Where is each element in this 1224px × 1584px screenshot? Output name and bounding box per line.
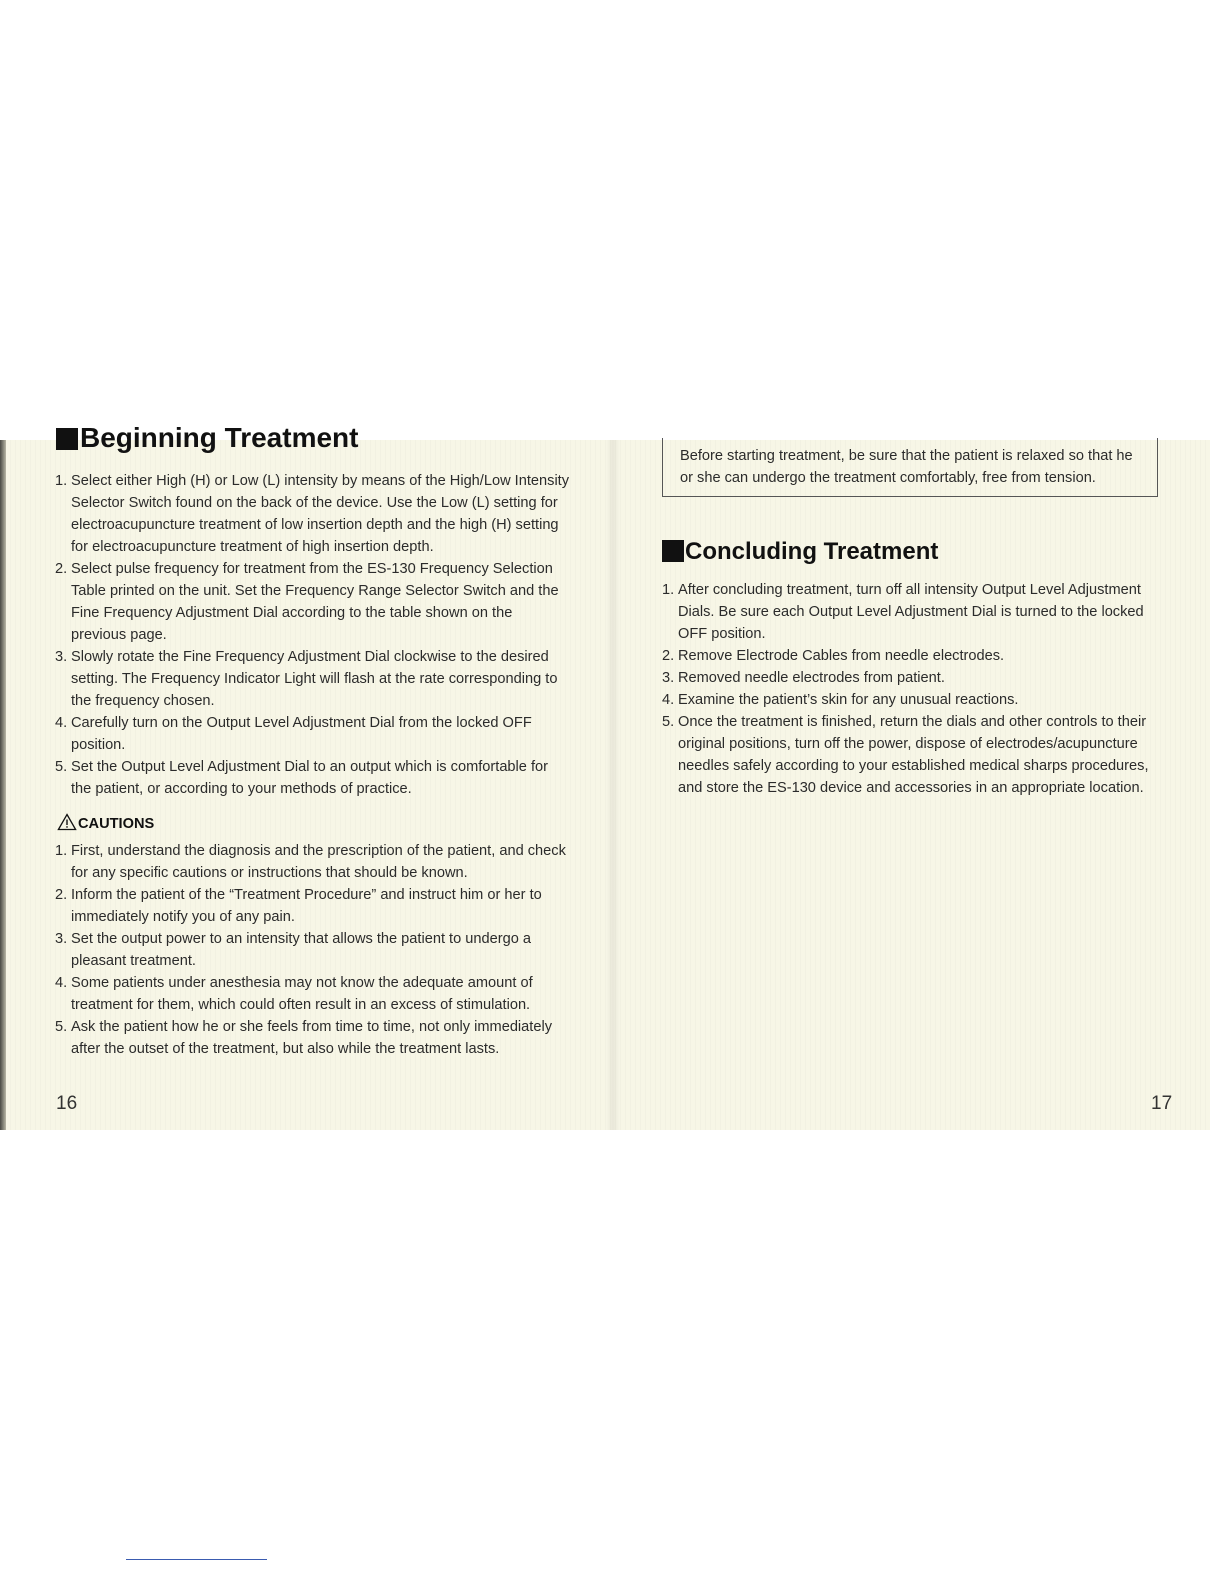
warning-triangle-icon bbox=[57, 813, 77, 831]
note-box: Before starting treatment, be sure that the patient is relaxed so that he or she can undergo the treatment comfortably, free from tension. bbox=[662, 438, 1158, 497]
item-text: Set the Output Level Adjustment Dial to an output which is comfortable for the patient, or according to your methods of practice. bbox=[71, 759, 548, 797]
item-text: Slowly rotate the Fine Frequency Adjustment Dial clockwise to the desired setting. The Frequency Indicator Light will flash at the rate corresponding to the frequency chosen. bbox=[71, 649, 558, 709]
item-number: 3. bbox=[55, 649, 68, 665]
item-number: 1. bbox=[55, 843, 68, 859]
item-number: 1. bbox=[55, 473, 68, 489]
page-number: 16 bbox=[56, 1093, 78, 1114]
item-number: 5. bbox=[55, 759, 68, 775]
item-number: 4. bbox=[662, 692, 675, 708]
cautions-heading bbox=[57, 813, 154, 835]
list-item bbox=[55, 756, 570, 800]
divider-line bbox=[126, 1559, 267, 1560]
list-item bbox=[662, 667, 1162, 689]
item-text: Examine the patient’s skin for any unusual reactions. bbox=[678, 692, 1019, 708]
list-item bbox=[662, 711, 1162, 799]
item-text: Remove Electrode Cables from needle electrodes. bbox=[678, 648, 1005, 664]
item-text: First, understand the diagnosis and the prescription of the patient, and check for any specific cautions or instructions that should be known. bbox=[71, 843, 566, 881]
item-text: Once the treatment is finished, return the dials and other controls to their original positions, turn off the power, dispose of electrodes/acupuncture needles safely according to your established medical sharps procedures, and store the ES-130 device and accessories in an appropriate location. bbox=[678, 714, 1149, 796]
section-heading-beginning bbox=[56, 422, 358, 454]
cautions-list bbox=[55, 840, 570, 1060]
list-item bbox=[55, 928, 570, 972]
list-item bbox=[662, 645, 1162, 667]
heading-square-icon bbox=[56, 428, 78, 450]
item-number: 2. bbox=[662, 648, 675, 664]
item-number: 2. bbox=[55, 561, 68, 577]
item-text: Set the output power to an intensity that allows the patient to undergo a pleasant treatment. bbox=[71, 931, 532, 969]
item-number: 2. bbox=[55, 887, 68, 903]
list-item bbox=[662, 579, 1162, 645]
item-text: Select either High (H) or Low (L) intensity by means of the High/Low Intensity Selector Switch found on the back of the device. Use the Low (L) setting for electroacupuncture treatment of low insertion depth and the high (H) setting for electroacupuncture treatment of high insertion depth. bbox=[71, 473, 570, 555]
item-number: 3. bbox=[662, 670, 675, 686]
item-text: Ask the patient how he or she feels from time to time, not only immediately after the outset of the treatment, but also while the treatment lasts. bbox=[71, 1019, 553, 1057]
beginning-steps-list bbox=[55, 470, 570, 800]
list-item bbox=[55, 1016, 570, 1060]
section-heading-text: Beginning Treatment bbox=[80, 422, 359, 453]
manual-spread bbox=[0, 422, 1210, 1130]
item-text: Inform the patient of the “Treatment Procedure” and instruct him or her to immediately notify you of any pain. bbox=[71, 887, 542, 925]
item-text: After concluding treatment, turn off all intensity Output Level Adjustment Dials. Be sure each Output Level Adjustment Dial is turned to the locked OFF position. bbox=[678, 582, 1144, 642]
list-item bbox=[55, 972, 570, 1016]
list-item bbox=[55, 712, 570, 756]
page-number: 17 bbox=[1151, 1093, 1173, 1114]
list-item bbox=[55, 558, 570, 646]
item-text: Carefully turn on the Output Level Adjustment Dial from the locked OFF position. bbox=[71, 715, 532, 753]
item-text: Removed needle electrodes from patient. bbox=[678, 670, 945, 686]
list-item bbox=[55, 884, 570, 928]
heading-square-icon bbox=[662, 540, 684, 562]
list-item bbox=[55, 840, 570, 884]
list-item bbox=[662, 689, 1162, 711]
concluding-steps-list bbox=[662, 579, 1162, 799]
item-number: 4. bbox=[55, 975, 68, 991]
item-number: 4. bbox=[55, 715, 68, 731]
item-text: Some patients under anesthesia may not know the adequate amount of treatment for them, which could often result in an excess of stimulation. bbox=[71, 975, 533, 1013]
item-text: Select pulse frequency for treatment from the ES-130 Frequency Selection Table printed on the unit. Set the Frequency Range Selector Switch and the Fine Frequency Adjustment Dial according to the table shown on the previous page. bbox=[71, 561, 559, 643]
section-heading-text: Concluding Treatment bbox=[685, 538, 939, 565]
item-number: 3. bbox=[55, 931, 68, 947]
item-number: 1. bbox=[662, 582, 675, 598]
item-number: 5. bbox=[55, 1019, 68, 1035]
section-heading-concluding bbox=[662, 536, 938, 568]
list-item bbox=[55, 646, 570, 712]
list-item bbox=[55, 470, 570, 558]
left-page bbox=[0, 422, 608, 1130]
right-page bbox=[612, 440, 1210, 1130]
cautions-title-text: CAUTIONS bbox=[78, 816, 155, 832]
item-number: 5. bbox=[662, 714, 675, 730]
